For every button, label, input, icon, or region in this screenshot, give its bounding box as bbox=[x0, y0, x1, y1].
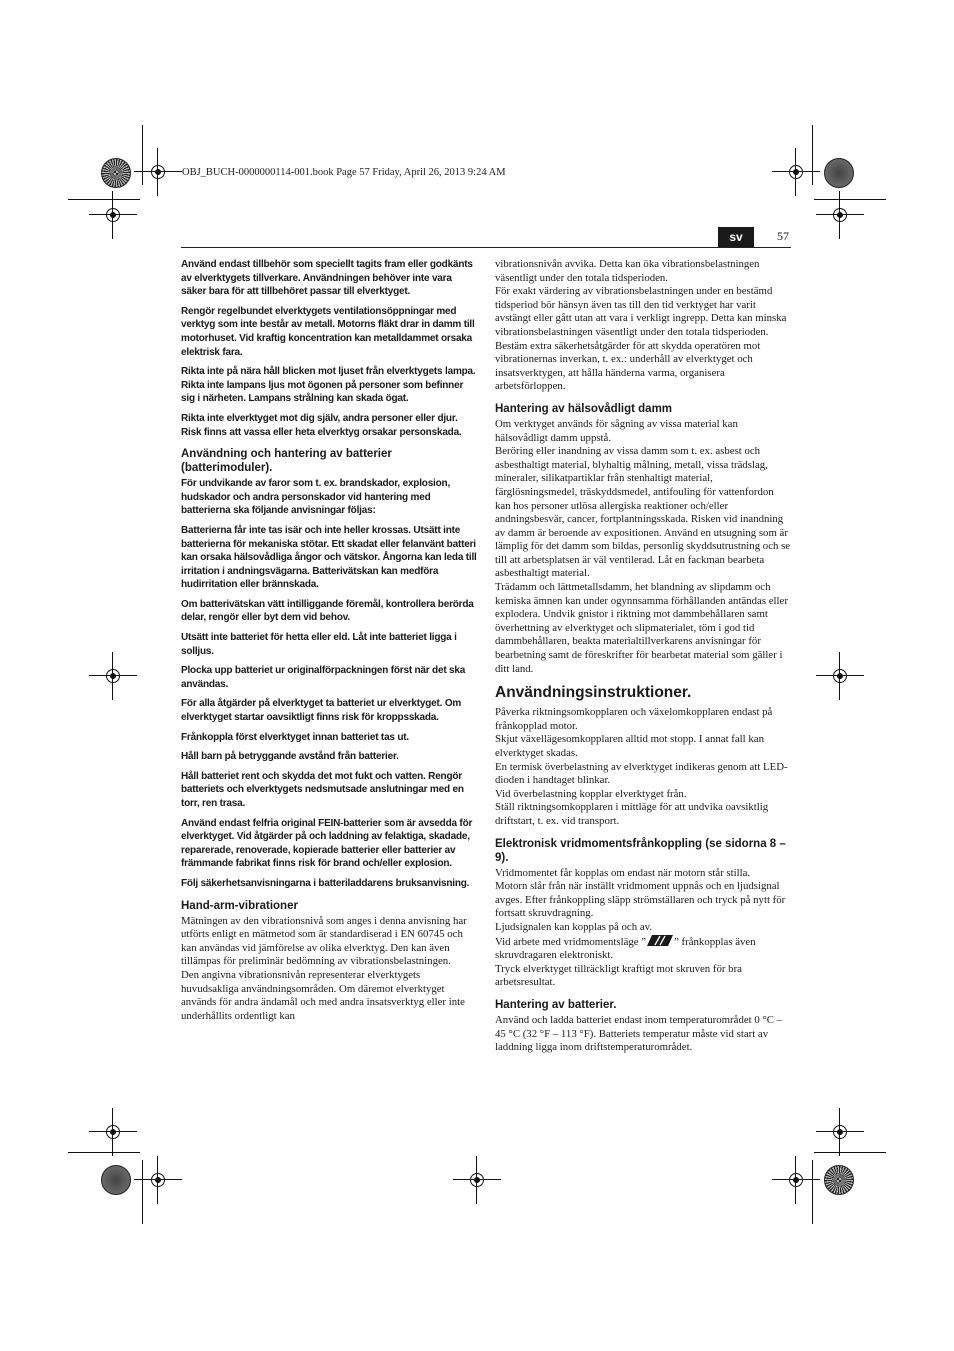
torque-mode-icon bbox=[647, 935, 673, 946]
paragraph: Ställ riktningsomkopplaren i mittläge för att undvika oavsiktlig driftstart, t. ex. vid transport. bbox=[495, 801, 769, 827]
paragraph: Batterierna får inte tas isär och inte heller krossas. Utsätt inte batterierna för mekaniska stötar. Ett skadat eller felanvänt batteri kan orsaka hälsovådliga ångor och vätskor. Ångorna kan leda till irritation i andningsvägarna. Batterivätskan kan medföra hudirritation eller brännskada. bbox=[181, 524, 477, 591]
paragraph: Plocka upp batteriet ur originalförpackningen först när det ska användas. bbox=[181, 665, 466, 690]
text: ” frånkopplas även skruvdragaren elektroniskt. bbox=[495, 935, 756, 962]
color-bar-icon bbox=[824, 1165, 854, 1195]
crop-mark bbox=[812, 125, 813, 185]
crop-mark bbox=[142, 1160, 143, 1224]
crop-mark bbox=[68, 199, 140, 200]
paragraph: Utsätt inte batteriet för hetta eller eld. Låt inte batteriet ligga i solljus. bbox=[181, 632, 457, 657]
section-heading-torque: Elektronisk vridmomentsfrånkoppling (se sidorna 8 – 9). bbox=[495, 837, 786, 864]
paragraph: Håll barn på betryggande avstånd från batterier. bbox=[181, 751, 399, 763]
section-heading-dust: Hantering av hälsovådligt damm bbox=[495, 402, 673, 415]
right-column bbox=[495, 258, 791, 1055]
paragraph: För undvikande av faror som t. ex. brandskador, explosion, hudskador och andra personskador vid hantering med batterierna ska följande anvisningar följas: bbox=[181, 478, 451, 517]
registration-mark-icon bbox=[816, 652, 864, 700]
paragraph: En termisk överbelastning av elverktyget indikeras genom att LED-dioden i handtaget blinkar. bbox=[495, 760, 788, 787]
registration-mark-icon bbox=[89, 1108, 137, 1156]
paragraph: Trädamm och lättmetallsdamm, het blandning av slipdamm och kemiska ämnen kan under ogynnsamma förhållanden antändas eller explodera. Undvik gnistor i riktning mot dammbehållaren samt överhettning av elverktyget och slipmaterialet, töm i god tid dammbehållaren, beakta materialtillverkarens anvisningar för bearbetning samt de föreskrifter för bearbetat material som gäller i ditt land. bbox=[495, 581, 788, 675]
text: Vid arbete med vridmomentsläge ” bbox=[495, 935, 647, 948]
section-heading-battery-handling: Hantering av batterier. bbox=[495, 998, 617, 1011]
color-bar-icon bbox=[101, 1165, 131, 1195]
header-rule bbox=[181, 247, 791, 248]
paragraph: För alla åtgärder på elverktyget ta batteriet ur elverktyget. Om elverktyget startar oavsiktligt finns risk för kroppsskada. bbox=[181, 698, 462, 724]
paragraph: Använd endast tillbehör som speciellt tagits fram eller godkänts av elverktygets tillverkare. Användningen behöver inte vara säker bara för att tillbehöret passar till elverktyget. bbox=[181, 259, 473, 298]
crop-mark bbox=[814, 1152, 886, 1153]
paragraph: Håll batteriet rent och skydda det mot fukt och vatten. Rengör batteriets och elverktygets nedsmutsade anslutningar med en torr, ren trasa. bbox=[181, 770, 464, 809]
paragraph: Frånkoppla först elverktyget innan batteriet tas ut. bbox=[181, 731, 409, 743]
paragraph: Beröring eller inandning av vissa damm som t. ex. asbest och asbesthaltigt material, blyhaltig målning, metall, vissa trädslag, mineraler, silikatpartiklar från stenhaltigt material, färglösningsmedel, träskyddsmedel, antifouling för vattenfordon kan hos personer utlösa allergiska reaktioner och/eller andningsbesvär, cancer, fortplantningsskada. Risken vid inandning av damm är beroende av expositionen. Använd en utsugning som är lämplig för det damm som bildas, personlig skyddsutrustning och se till att arbetsplatsen är väl ventilerad. Låt en fackman bearbeta asbesthaltigt material. bbox=[495, 445, 791, 580]
paragraph: Mätningen av den vibrationsnivå som anges i denna anvisning har utförts enligt en mätmetod som är standardiserad i EN 60745 och kan användas vid jämförelse av olika elverktyg. Den kan även tillämpas för preliminär bedömning av vibrationsbelastningen. bbox=[181, 914, 467, 968]
section-heading-instructions: Användningsinstruktioner. bbox=[495, 684, 692, 702]
paragraph: Vridmomentet får kopplas om endast när motorn står stilla. bbox=[495, 866, 751, 879]
paragraph: Vid överbelastning kopplar elverktyget från. bbox=[495, 787, 687, 800]
registration-mark-icon bbox=[816, 1108, 864, 1156]
registration-mark-icon bbox=[89, 652, 137, 700]
color-bar-icon bbox=[101, 158, 131, 188]
crop-mark bbox=[814, 199, 886, 200]
paragraph: Rikta inte på nära håll blicken mot ljuset från elverktygets lampa. Rikta inte lampans ljus mot ögonen på personer som befinner sig i närheten. Lampans strålning kan skada ögat. bbox=[181, 366, 476, 405]
paragraph: För exakt värdering av vibrationsbelastningen under en bestämd tidsperiod bör hänsyn även tas till den tid verktyget har varit avstängt eller gått utan att vara i verkligt ingrepp. Detta kan minska vibrationsbelastningen väsentligt under den totala tidsperioden. bbox=[495, 285, 787, 338]
left-column bbox=[181, 258, 477, 1023]
paragraph: Motorn slår från när inställt vridmoment uppnås och en ljudsignal avges. Efter frånkoppling släpp strömställaren och tryck på nytt för fortsatt skruvdragning. bbox=[495, 880, 786, 920]
paragraph: Påverka riktningsomkopplaren och växelomkopplaren endast på frånkopplad motor. bbox=[495, 706, 773, 732]
paragraph: Rikta inte elverktyget mot dig själv, andra personer eller djur. Risk finns att vassa eller heta elverktyg orsakar personskada. bbox=[181, 412, 462, 438]
paragraph: Använd och ladda batteriet endast inom temperaturområdet 0 °C – 45 °C (32 °F – 113 °F). Batteriets temperatur måste vid start av laddning ligga inom driftstemperaturområdet. bbox=[495, 1013, 783, 1054]
paragraph: vibrationsnivån avvika. Detta kan öka vibrationsbelastningen väsentligt under den totala tidsperioden. bbox=[495, 258, 760, 284]
registration-mark-icon bbox=[453, 1156, 501, 1204]
paragraph: Rengör regelbundet elverktygets ventilationsöppningar med verktyg som inte består av metall. Motorns fläkt drar in damm till motorhuset. Vid kraftig koncentration kan metalldammet orsaka elektrisk fara. bbox=[181, 305, 475, 358]
crop-mark bbox=[68, 1152, 140, 1153]
color-bar-icon bbox=[824, 158, 854, 188]
crop-mark bbox=[812, 1160, 813, 1224]
section-heading-batteries: Användning och hantering av batterier (batterimoduler). bbox=[181, 448, 392, 475]
paragraph: Använd endast felfria original FEIN-batterier som är avsedda för elverktyget. Vid åtgärder på och laddning av felaktiga, skadade, reparerade, renoverade, kopierade batterier eller batterier av främmande fabrikat finns risk för brand och/eller explosion. bbox=[181, 817, 473, 870]
crop-mark bbox=[142, 125, 143, 185]
paragraph: Bestäm extra säkerhetsåtgärder för att skydda operatören mot vibrationernas inverkan, t. ex.: underhåll av elverktyget och insatsverktygen, att hålla händerna varma, organisera arbetsförloppen. bbox=[495, 339, 761, 393]
paragraph: Skjut växellägesomkopplaren alltid mot stopp. I annat fall kan elverktyget skadas. bbox=[495, 733, 764, 759]
language-tab: sv bbox=[718, 227, 754, 247]
paragraph: Om batterivätskan vätt intilliggande föremål, kontrollera berörda delar, rengör eller byt dem vid behov. bbox=[181, 598, 474, 624]
paragraph: Ljudsignalen kan kopplas på och av. bbox=[495, 920, 653, 933]
paragraph-torque-mode bbox=[495, 935, 791, 963]
section-heading-vibration: Hand-arm-vibrationer bbox=[181, 899, 298, 912]
paragraph: Den angivna vibrationsnivån representerar elverktygets huvudsakliga användningsområden. Om däremot elverktyget används för andra ändamål och med andra insatsverktyg eller inte underhållits ordentligt kan bbox=[181, 968, 465, 1022]
paragraph: Tryck elverktyget tillräckligt kraftigt mot skruven för bra arbetsresultat. bbox=[495, 962, 742, 989]
paragraph: Om verktyget används för sågning av vissa material kan hälsovådligt damm uppstå. bbox=[495, 417, 738, 444]
book-info-line: OBJ_BUCH-0000000114-001.book Page 57 Friday, April 26, 2013 9:24 AM bbox=[182, 167, 506, 178]
paragraph: Följ säkerhetsanvisningarna i batteriladdarens bruksanvisning. bbox=[181, 877, 470, 889]
page-number: 57 bbox=[777, 229, 789, 243]
